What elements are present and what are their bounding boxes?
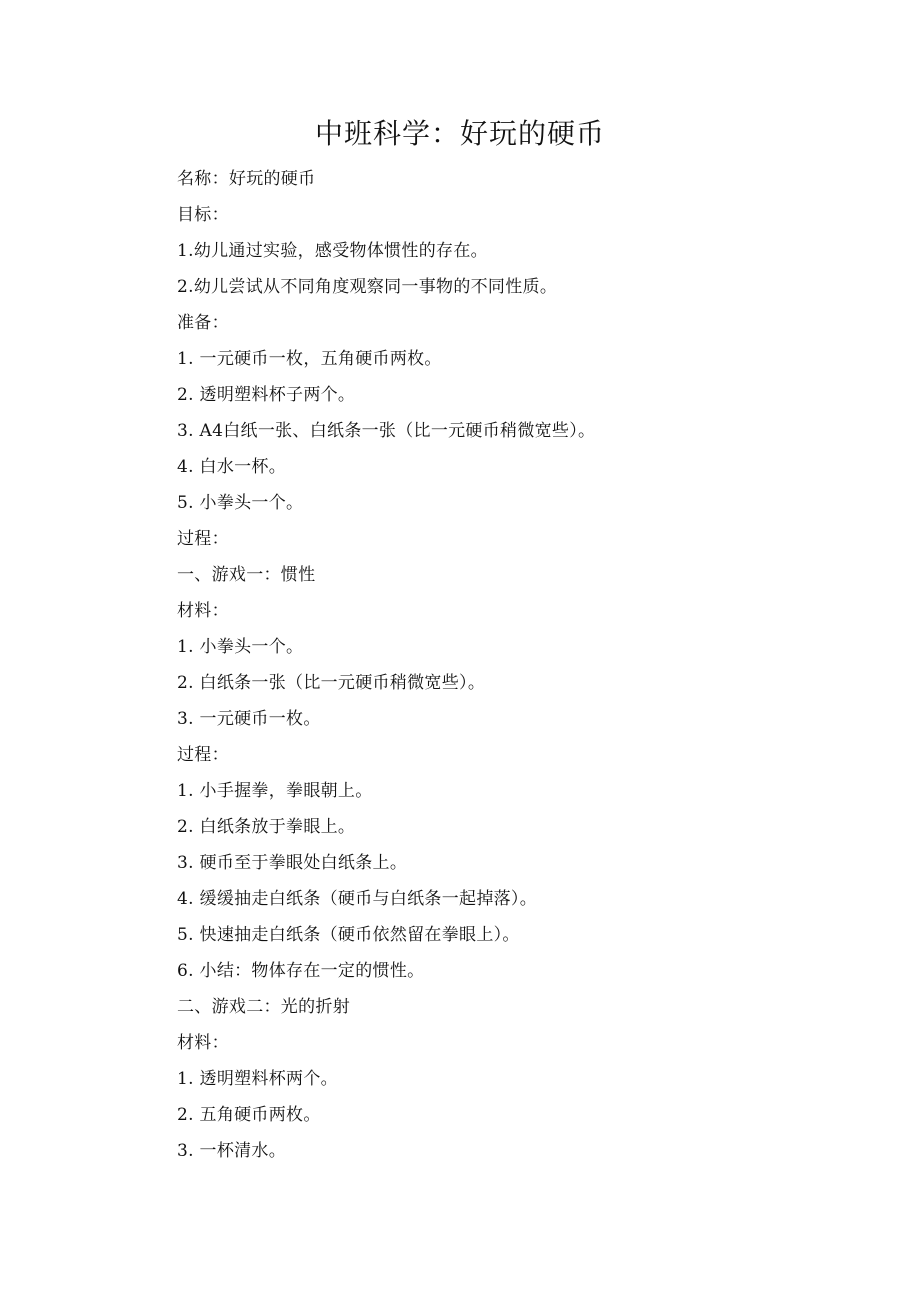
line-game1-process-heading: 过程： xyxy=(177,745,229,765)
line-game1-step-4: 4. 缓缓抽走白纸条（硬币与白纸条一起掉落）。 xyxy=(177,889,538,909)
line-game2-material-3: 3. 一杯清水。 xyxy=(177,1141,287,1161)
line-game1-step-5: 5. 快速抽走白纸条（硬币依然留在拳眼上）。 xyxy=(177,925,520,945)
line-game1-material-1: 1. 小拳头一个。 xyxy=(177,637,304,657)
line-prep-2: 2. 透明塑料杯子两个。 xyxy=(177,385,356,405)
line-game1-materials-heading: 材料： xyxy=(177,601,229,621)
line-goal-heading: 目标： xyxy=(177,205,229,225)
line-game2-material-2: 2. 五角硬币两枚。 xyxy=(177,1105,321,1125)
line-game1-step-3: 3. 硬币至于拳眼处白纸条上。 xyxy=(177,853,408,873)
document-body xyxy=(177,161,877,1169)
line-prep-4: 4. 白水一杯。 xyxy=(177,457,287,477)
line-game1-heading: 一、游戏一：惯性 xyxy=(177,565,316,585)
line-game1-step-6: 6. 小结：物体存在一定的惯性。 xyxy=(177,961,425,981)
line-goal-1: 1.幼儿通过实验，感受物体惯性的存在。 xyxy=(177,241,488,261)
line-game1-step-2: 2. 白纸条放于拳眼上。 xyxy=(177,817,356,837)
line-game1-material-2: 2. 白纸条一张（比一元硬币稍微宽些）。 xyxy=(177,673,486,693)
line-prep-1: 1. 一元硬币一枚，五角硬币两枚。 xyxy=(177,349,442,369)
line-game1-material-3: 3. 一元硬币一枚。 xyxy=(177,709,321,729)
line-game1-step-1: 1. 小手握拳，拳眼朝上。 xyxy=(177,781,373,801)
document-title: 中班科学：好玩的硬币 xyxy=(314,117,605,150)
line-goal-2: 2.幼儿尝试从不同角度观察同一事物的不同性质。 xyxy=(177,277,558,297)
line-prep-3: 3. A4白纸一张、白纸条一张（比一元硬币稍微宽些）。 xyxy=(177,421,596,441)
line-process-heading: 过程： xyxy=(177,529,229,549)
line-prep-heading: 准备： xyxy=(177,313,229,333)
line-prep-5: 5. 小拳头一个。 xyxy=(177,493,304,513)
line-game2-heading: 二、游戏二：光的折射 xyxy=(177,997,350,1017)
line-name: 名称：好玩的硬币 xyxy=(177,169,316,189)
line-game2-material-1: 1. 透明塑料杯两个。 xyxy=(177,1069,338,1089)
line-game2-materials-heading: 材料： xyxy=(177,1033,229,1053)
